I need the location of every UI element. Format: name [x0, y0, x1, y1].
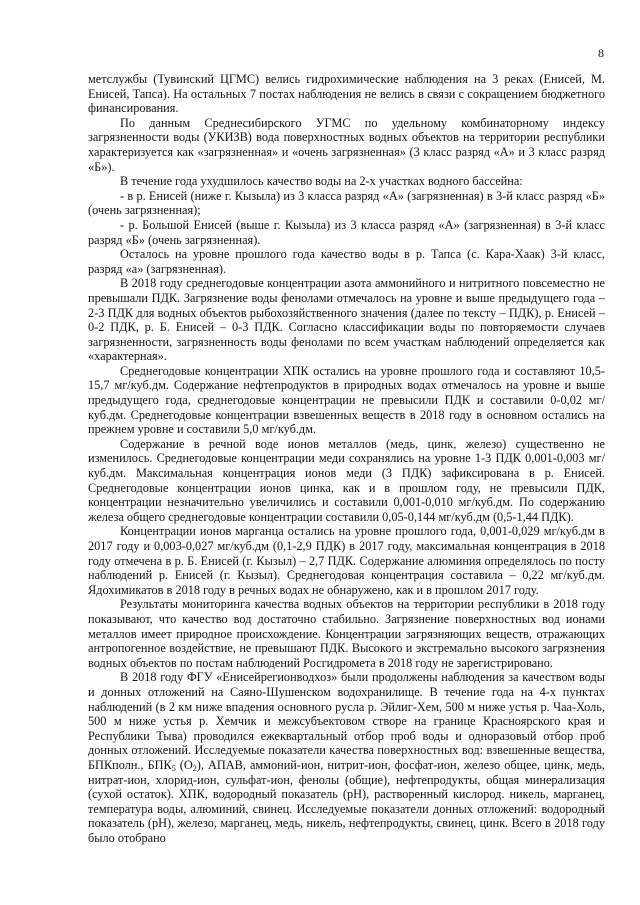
subscript: 5 [171, 763, 176, 773]
paragraph-cod-oil: Среднегодовые концентрации ХПК остались на уровне прошлого года и составляют 10,5-15,7 мг/куб.дм. Содержание нефтепродуктов в природных водах отмечалось на уровне и выше предыдущего года, среднегодовые концентрации не превысили ПДК и составили 0-0,02 мг/куб.дм. Среднегодовые концентрации взвешенных веществ в 2018 году в основном остались на прежнем уровне и составили 5,0 мг/куб.дм. [88, 363, 605, 437]
paragraph-nitrogen-phenols: В 2018 году среднегодовые концентрации азота аммонийного и нитритного повсеместно не превышали ПДК. Загрязнение воды фенолами отмечалось на уровне и выше предыдущего года – 2-3 ПДК для водных объектов рыбохозяйственного значения (далее по тексту – ПДК), р. Енисей – 0-2 ПДК, р. Б. Енисей – 0-3 ПДК. Согласно классификации воды по повторяемости случаев загрязненности, загрязненность воды фенолами по всем участкам наблюдений определяется как «характерная». [88, 276, 605, 364]
text-segment: В 2018 году ФГУ «Енисейрегионводхоз» были продолжены наблюдения за качеством воды и донных отложений на Саяно-Шушенском водохранилище. В течение года на 4-х пунктах наблюдений (в 2 км ниже впадения основного русла р. Эйлиг-Хем, 500 м ниже устья р. Чаа-Холь, 500 м ниже устья р. Хемчик и межсубъектовом створе на границе Красноярского края и Республики Тыва) проводился ежеквартальный отбор проб воды и одноразовый отбор проб донных отложений. Исследуемые показатели качества поверхностных вод: взвешенные вещества, БПКполн., БПК [88, 670, 605, 772]
list-item-big-yenisei: - р. Большой Енисей (выше г. Кызыла) из 3 класса разряд «А» (загрязненная) в 3-й класс разряд «Б» (очень загрязненная). [88, 217, 605, 247]
paragraph-metals: Содержание в речной воде ионов металлов (медь, цинк, железо) существенно не изменилось. Среднегодовые концентрации меди сохранялись на уровне 1-3 ПДК 0,001-0,003 мг/куб.дм. Максимальная концентрация ионов меди (3 ПДК) зафиксирована в р. Енисей. Среднегодовые концентрации ионов цинка, как и в прошлом году, не превысили ПДК, концентрации незначительно увеличились и составили 0,001-0,010 мг/куб.дм. По содержанию железа общего среднегодовые концентрации составили 0,05-0,144 мг/куб.дм (0,5-1,44 ПДК). [88, 436, 605, 524]
page-number: 8 [598, 46, 604, 60]
text-segment: ), АПАВ, аммоний-ион, нитрит-ион, фосфат-ион, железо общее, цинк, медь, нитрат-ион, хлорид-ион, сульфат-ион, фенолы (общие), нефтепродукты, общая минерализация (сухой остаток). ХПК, водородный показатель (рН), растворенный кислород. никель, марганец, температура воды, алюминий, свинец. Исследуемые показатели донных отложений: водородный показатель (рН), железо, марганец, медь, никель, нефтепродукты, свинец, цинк. Всего в 2018 году было отобрано [88, 757, 605, 845]
paragraph-continuation: метслужбы (Тувинский ЦГМС) велись гидрохимические наблюдения на 3 реках (Енисей, М. Енисей, Тапса). На остальных 7 постах наблюдения не велись в связи с сокращением бюджетного финансирования. [88, 72, 605, 116]
paragraph-quality-worsened: В течение года ухудшилось качество воды на 2-х участках водного бассейна: [120, 174, 523, 189]
list-item-yenisei: - в р. Енисей (ниже г. Кызыла) из 3 класса разряд «А» (загрязненная) в 3-й класс разряд «Б» (очень загрязненная); [88, 188, 605, 218]
text-segment: (О [175, 757, 193, 772]
paragraph-ukizv: По данным Среднесибирского УГМС по удельному комбинаторному индексу загрязненности воды (УКИЗВ) вода поверхностных водных объектов на территории республики характеризуется как «загрязненная» и «очень загрязненная» (3 класс разряд «А» и 3 класс разряд «Б»). [88, 115, 605, 174]
paragraph-monitoring-results: Результаты мониторинга качества водных объектов на территории республики в 2018 году показывают, что качество вод достаточно стабильно. Загрязнение поверхностных вод ионами металлов имеет природное происхождение. Концентрации загрязняющих веществ, отражающих антропогенное воздействие, не превышают ПДК. Высокого и экстремально высокого загрязнения водных объектов по постам наблюдений Росгидромета в 2018 году не зарегистрировано. [88, 597, 605, 670]
page-body [88, 72, 605, 845]
paragraph-manganese: Концентрации ионов марганца остались на уровне прошлого года, 0,001-0,029 мг/куб.дм в 2017 году и 0,003-0,027 мг/куб.дм (0,1-2,9 ПДК) в 2017 году, максимальная концентрация в 2018 году отмечена в р. Б. Енисей (г. Кызыл) – 2,7 ПДК. Содержание алюминия определялось по посту наблюдений р. Енисей (г. Кызыл). Среднегодовая концентрация составила – 0,22 мг/куб.дм. Ядохимикатов в 2018 году в речных водах не обнаружено, как и в прошлом 2017 году. [88, 524, 605, 597]
paragraph-reservoir-observations [88, 670, 605, 845]
paragraph-tapsa: Осталось на уровне прошлого года качество воды в р. Тапса (с. Кара-Хаак) 3-й класс, разряд «а» (загрязненная). [88, 247, 605, 276]
subscript: 2 [192, 763, 197, 773]
